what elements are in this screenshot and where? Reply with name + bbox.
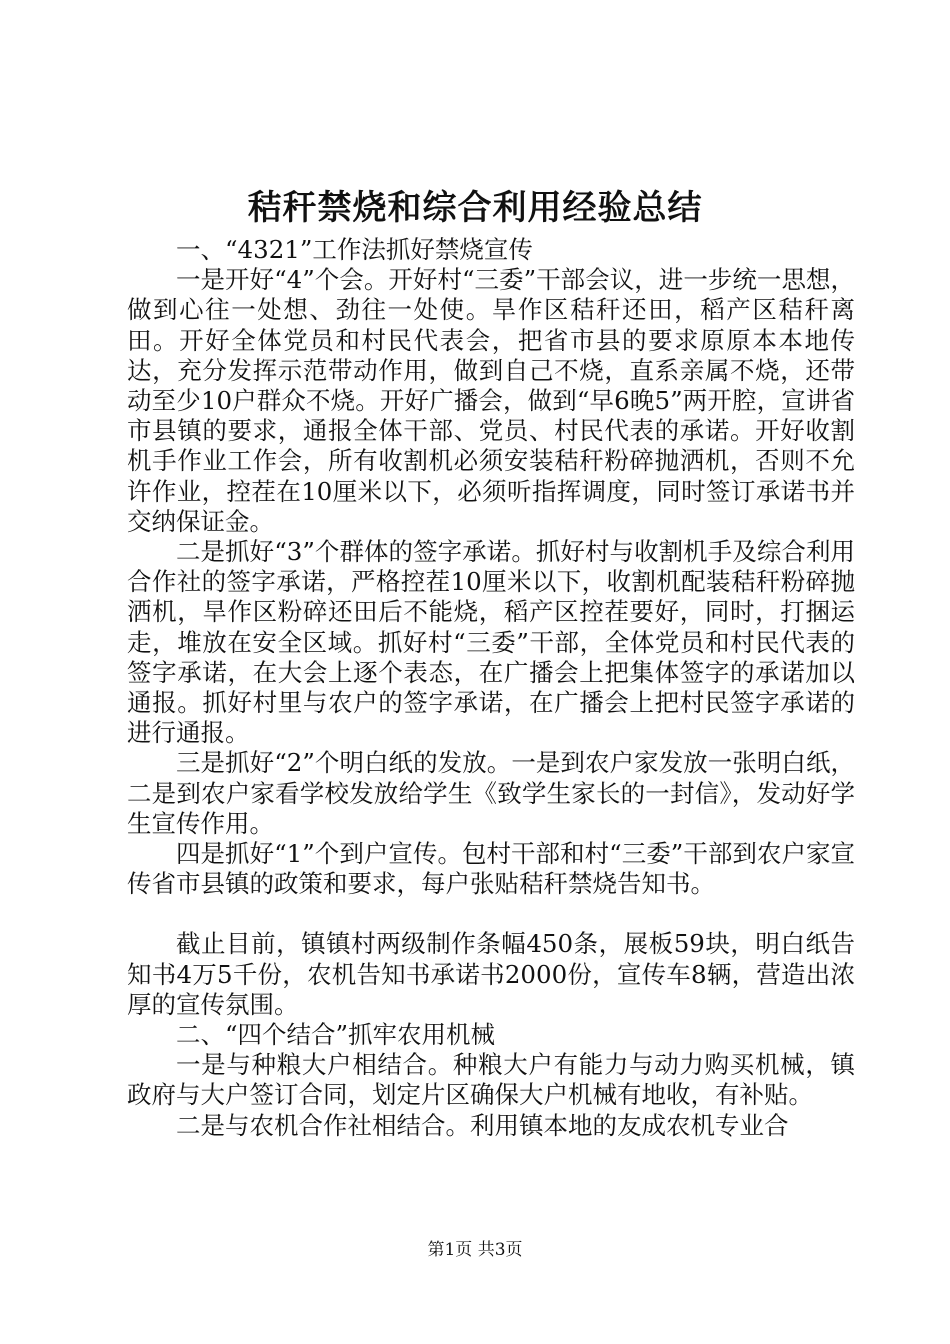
paragraph: 二是抓好“3”个群体的签字承诺。抓好村与收割机手及综合利用合作社的签字承诺，严格控茬10厘米以下，收割机配装秸秆粉碎抛洒机，旱作区粉碎还田后不能烧，稻产区控茬要好，同时，打捆运走，堆放在安全区域。抓好村“三委”干部，全体党员和村民代表的签字承诺，在大会上逐个表态，在广播会上把集体签字的承诺加以通报。抓好村里与农户的签字承诺，在广播会上把村民签字承诺的进行通报。 bbox=[127, 537, 855, 748]
paragraph: 一是开好“4”个会。开好村“三委”干部会议，进一步统一思想，做到心往一处想、劲往一处使。旱作区秸秆还田，稻产区秸秆离田。开好全体党员和村民代表会，把省市县的要求原原本本地传达，充分发挥示范带动作用，做到自己不烧，直系亲属不烧，还带动至少10户群众不烧。开好广播会，做到“早6晚5”两开腔，宣讲省市县镇的要求，通报全体干部、党员、村民代表的承诺。开好收割机手作业工作会，所有收割机必须安装秸秆粉碎抛洒机，否则不允许作业，控茬在10厘米以下，必须听指挥调度，同时签订承诺书并交纳保证金。 bbox=[127, 265, 855, 536]
section-heading-2: 二、“四个结合”抓牢农用机械 bbox=[176, 1020, 496, 1050]
paragraph: 一是与种粮大户相结合。种粮大户有能力与动力购买机械，镇政府与大户签订合同，划定片区确保大户机械有地收，有补贴。 bbox=[127, 1050, 855, 1110]
document-body bbox=[127, 235, 855, 1141]
document-title: 秸秆禁烧和综合利用经验总结 bbox=[247, 188, 703, 228]
paragraph: 四是抓好“1”个到户宣传。包村干部和村“三委”干部到农户家宣传省市县镇的政策和要求，每户张贴秸秆禁烧告知书。 bbox=[127, 839, 855, 899]
section-heading-1: 一、“4321”工作法抓好禁烧宣传 bbox=[176, 235, 533, 264]
page-footer: 第1页 共3页 bbox=[427, 1240, 523, 1260]
paragraph: 二是与农机合作社相结合。利用镇本地的友成农机专业合 bbox=[176, 1110, 789, 1140]
paragraph: 三是抓好“2”个明白纸的发放。一是到农户家发放一张明白纸，二是到农户家看学校发放给学生《致学生家长的一封信》，发动好学生宣传作用。 bbox=[127, 748, 855, 838]
paragraph: 截止目前，镇镇村两级制作条幅450条，展板59块，明白纸告知书4万5千份，农机告知书承诺书2000份，宣传车8辆，营造出浓厚的宣传氛围。 bbox=[127, 929, 855, 1019]
